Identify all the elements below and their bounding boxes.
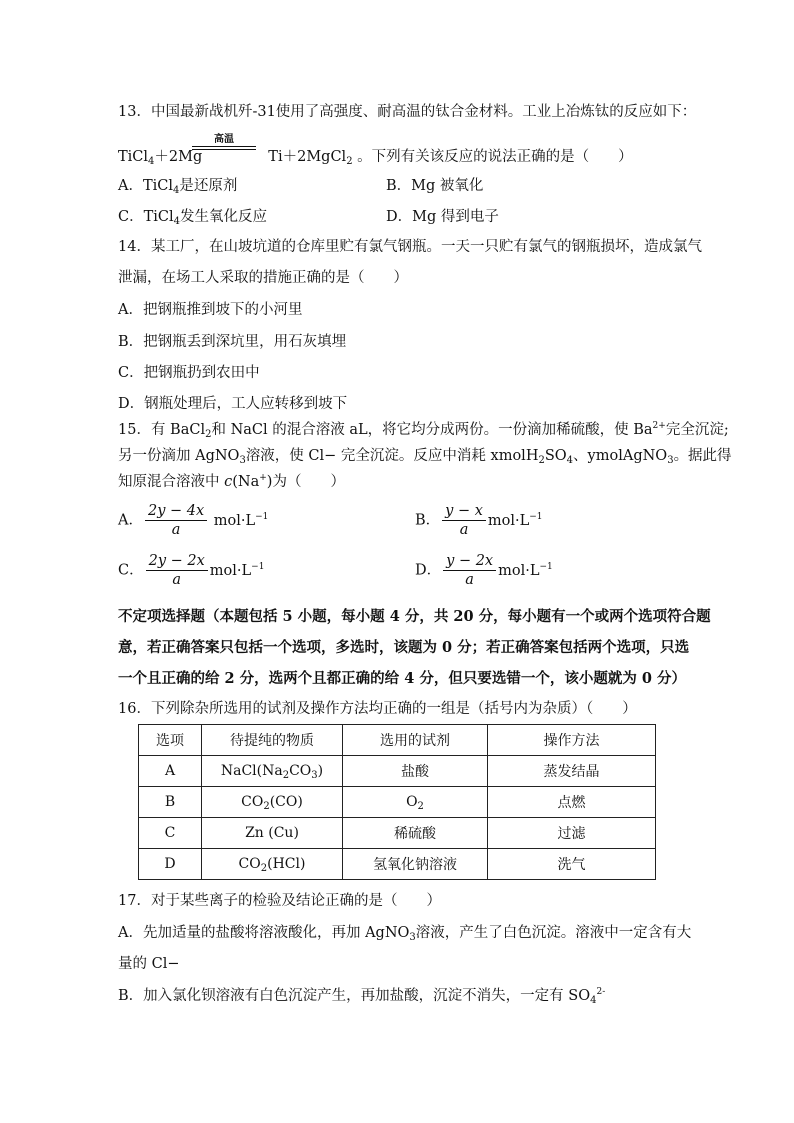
- q16-table: [138, 724, 656, 880]
- q15-stem-line1: 15．有 BaCl$_2$和 NaCl 的混合溶液 aL，将它均分成两份。一份滴加稀硫酸，使 $Ba^{2+}$完全沉淀;: [118, 421, 729, 440]
- fraction: $\frac{y - 2x}{a}$: [443, 552, 496, 589]
- section-instructions-line2: 意，若正确答案只包括一个选项，多选时，该题为 0 分；若正确答案包括两个选项，只选: [118, 639, 690, 656]
- table-cell-reagent: 稀硫酸: [343, 818, 488, 849]
- table-cell-option: D: [139, 849, 202, 880]
- section-instructions-line3: 一个且正确的给 2 分，选两个且都正确的给 4 分，但只要选错一个，该小题就为 0 分）: [118, 670, 687, 687]
- table-cell-option: C: [139, 818, 202, 849]
- q13-option-a: A．TiCl$_4$是还原剂: [118, 178, 238, 196]
- q15-option-a: A． $\frac{2y - 4x}{a}$ $mol\cdot L^{-1}$: [118, 503, 269, 538]
- q14-stem-line1: 14．某工厂，在山坡坑道的仓库里贮有氯气钢瓶。一天一只贮有氯气的钢瓶损坏，造成氯气: [118, 239, 702, 255]
- table-header: 选用的试剂: [343, 725, 488, 756]
- q13-option-b: B．Mg 被氧化: [386, 178, 484, 194]
- q17-option-a-line1: A．先加适量的盐酸将溶液酸化，再加 AgNO$_3$溶液，产生了白色沉淀。溶液中一定含有大: [118, 925, 692, 943]
- q14-option-d: D．钢瓶处理后，工人应转移到坡下: [118, 396, 348, 412]
- q15-stem-line3: 知原混合溶液中 c(Na+)为（ ）: [118, 473, 345, 490]
- q14-option-c: C．把钢瓶扔到农田中: [118, 365, 260, 381]
- table-cell-reagent: $O_2$: [343, 787, 488, 818]
- table-cell-reagent: 盐酸: [343, 756, 488, 787]
- table-cell-substance: Zn (Cu): [202, 818, 343, 849]
- table-header: 选项: [139, 725, 202, 756]
- q14-stem-line2: 泄漏，在场工人采取的措施正确的是（ ）: [118, 270, 408, 286]
- table-row: [139, 756, 656, 787]
- q14-option-a: A．把钢瓶推到坡下的小河里: [118, 302, 303, 318]
- table-row: [139, 849, 656, 880]
- q13-stem: 13．中国最新战机歼-31使用了高强度、耐高温的钛合金材料。工业上冶炼钛的反应如下：: [118, 104, 697, 120]
- q15-option-d: D． $\frac{y - 2x}{a}$ $mol\cdot L^{-1}$: [415, 553, 553, 588]
- table-header-row: [139, 725, 656, 756]
- table-cell-method: 洗气: [488, 849, 656, 880]
- table-header: 操作方法: [488, 725, 656, 756]
- table-cell-method: 点燃: [488, 787, 656, 818]
- fraction: $\frac{2y - 2x}{a}$: [146, 552, 208, 589]
- q14-option-b: B．把钢瓶丢到深坑里，用石灰填埋: [118, 334, 347, 350]
- table-cell-method: 蒸发结晶: [488, 756, 656, 787]
- table-cell-option: A: [139, 756, 202, 787]
- q13-option-c: C．TiCl$_4$发生氧化反应: [118, 209, 268, 227]
- q13-option-d: D．Mg 得到电子: [386, 209, 499, 225]
- fraction: $\frac{y - x}{a}$: [442, 502, 486, 539]
- table-cell-substance: $CO_2(CO)$: [202, 787, 343, 818]
- table-row: [139, 787, 656, 818]
- q15-option-b: B． $\frac{y - x}{a}$ $mol\cdot L^{-1}$: [415, 503, 543, 538]
- q13-condition-text: 高温: [214, 134, 234, 145]
- fraction: $\frac{2y - 4x}{a}$: [145, 502, 207, 539]
- table-cell-method: 过滤: [488, 818, 656, 849]
- q15-option-c: C． $\frac{2y - 2x}{a}$ $mol\cdot L^{-1}$: [118, 553, 265, 588]
- table-row: [139, 818, 656, 849]
- q17-option-a-line2: 量的 Cl−: [118, 956, 180, 972]
- section-instructions-line1: 不定项选择题（本题包括 5 小题，每小题 4 分，共 20 分，每小题有一个或两个选项符合题: [118, 608, 711, 625]
- q17-option-b: B．加入氯化钡溶液有白色沉淀产生，再加盐酸，沉淀不消失，一定有 $SO_4^{2-}$: [118, 987, 606, 1006]
- q16-stem: 16．下列除杂所选用的试剂及操作方法均正确的一组是（括号内为杂质）（ ）: [118, 701, 637, 717]
- q13-condition-sign: [192, 134, 256, 150]
- table-cell-substance: $CO_2(HCl)$: [202, 849, 343, 880]
- table-cell-option: B: [139, 787, 202, 818]
- table-cell-reagent: 氢氧化钠溶液: [343, 849, 488, 880]
- table-cell-substance: $NaCl(Na_2CO_3)$: [202, 756, 343, 787]
- q15-stem-line2: 另一份滴加 AgNO$_3$溶液，使 Cl− 完全沉淀。反应中消耗 $xmolH_2SO_4$、ymolAgNO$_3$。据此得: [118, 448, 732, 466]
- q17-stem: 17．对于某些离子的检验及结论正确的是（ ）: [118, 893, 441, 909]
- q13-equation: TiCl$_4$＋2Mg Ti＋2MgCl$_2$ 。下列有关该反应的说法正确的是（ ）: [118, 149, 633, 167]
- table-header: 待提纯的物质: [202, 725, 343, 756]
